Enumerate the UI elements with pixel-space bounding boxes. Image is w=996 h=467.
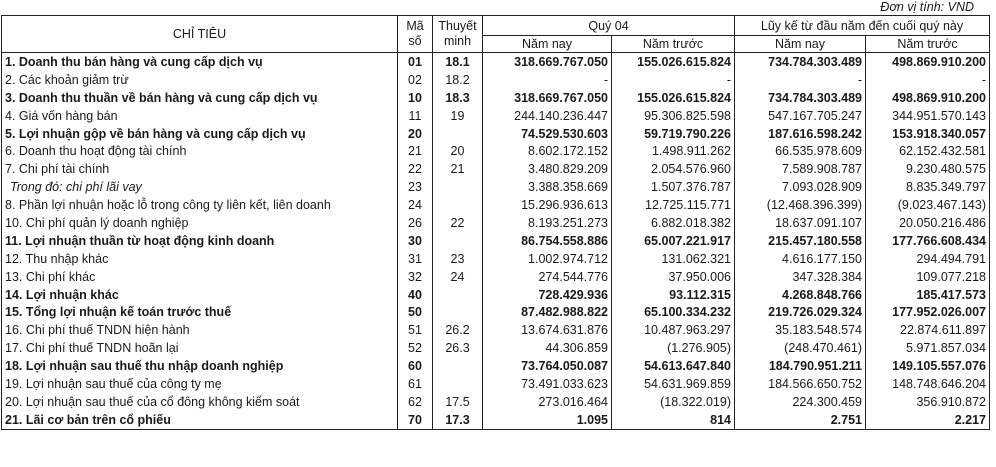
header-ytd-this-year: Năm nay [735,36,866,53]
row-ytd-this-year: 184.790.951.211 [735,357,866,375]
table-row [2,125,990,143]
row-note: 23 [433,250,483,268]
row-ytd-last-year: 356.910.872 [866,393,990,411]
unit-note: Đơn vị tính: VND [880,0,974,14]
row-quarter-this-year: 318.669.767.050 [483,53,612,71]
row-code: 30 [398,232,433,250]
row-ytd-this-year: (248.470.461) [735,339,866,357]
row-code: 60 [398,357,433,375]
table-body [2,53,990,430]
row-quarter-last-year: 155.026.615.824 [612,89,735,107]
row-label: 10. Chi phí quản lý doanh nghiệp [2,214,398,232]
table-row [2,357,990,375]
row-label: 11. Lợi nhuận thuần từ hoạt động kinh doanh [2,232,398,250]
row-note [433,232,483,250]
row-label: 19. Lợi nhuận sau thuế của công ty mẹ [2,375,398,393]
row-quarter-last-year: 12.725.115.771 [612,196,735,214]
row-quarter-this-year: 86.754.558.886 [483,232,612,250]
income-statement-table [1,15,990,430]
row-note [433,357,483,375]
row-quarter-this-year: 3.388.358.669 [483,178,612,196]
row-label: 7. Chi phí tài chính [2,160,398,178]
row-quarter-last-year: 155.026.615.824 [612,53,735,71]
row-quarter-this-year: 273.016.464 [483,393,612,411]
row-ytd-this-year: (12.468.396.399) [735,196,866,214]
row-quarter-this-year: 274.544.776 [483,268,612,286]
row-ytd-last-year: 344.951.570.143 [866,107,990,125]
row-note [433,286,483,304]
row-quarter-last-year: 59.719.790.226 [612,125,735,143]
table-row [2,321,990,339]
header-quarter-last-year: Năm trước [612,36,735,53]
row-ytd-this-year: 219.726.029.324 [735,303,866,321]
row-code: 26 [398,214,433,232]
row-label: 13. Chi phí khác [2,268,398,286]
row-code: 62 [398,393,433,411]
row-quarter-last-year: 37.950.006 [612,268,735,286]
row-note: 21 [433,160,483,178]
row-label: 8. Phần lợi nhuận hoặc lỗ trong công ty liên kết, liên doanh [2,196,398,214]
row-code: 20 [398,125,433,143]
row-note [433,125,483,143]
row-label: 1. Doanh thu bán hàng và cung cấp dịch vụ [2,53,398,71]
row-label: 16. Chi phí thuế TNDN hiện hành [2,321,398,339]
row-code: 23 [398,178,433,196]
table-row [2,142,990,160]
row-note: 26.3 [433,339,483,357]
row-quarter-last-year: 6.882.018.382 [612,214,735,232]
row-ytd-last-year: - [866,71,990,89]
table-row [2,178,990,196]
row-code: 01 [398,53,433,71]
row-code: 50 [398,303,433,321]
row-note: 17.3 [433,411,483,429]
row-quarter-this-year: 728.429.936 [483,286,612,304]
row-ytd-last-year: (9.023.467.143) [866,196,990,214]
row-quarter-last-year: 65.007.221.917 [612,232,735,250]
row-label: Trong đó: chi phí lãi vay [2,178,398,196]
table-row [2,393,990,411]
row-quarter-this-year: 87.482.988.822 [483,303,612,321]
row-label: 14. Lợi nhuận khác [2,286,398,304]
row-ytd-this-year: 4.616.177.150 [735,250,866,268]
row-ytd-this-year: 215.457.180.558 [735,232,866,250]
table-row [2,71,990,89]
row-note [433,303,483,321]
row-ytd-this-year: 7.589.908.787 [735,160,866,178]
row-quarter-this-year: 8.193.251.273 [483,214,612,232]
row-ytd-last-year: 20.050.216.486 [866,214,990,232]
row-ytd-last-year: 498.869.910.200 [866,89,990,107]
row-quarter-this-year: 3.480.829.209 [483,160,612,178]
row-ytd-this-year: 2.751 [735,411,866,429]
row-ytd-this-year: 4.268.848.766 [735,286,866,304]
row-note: 17.5 [433,393,483,411]
row-quarter-this-year: - [483,71,612,89]
row-quarter-this-year: 8.602.172.152 [483,142,612,160]
row-quarter-this-year: 44.306.859 [483,339,612,357]
row-quarter-last-year: (18.322.019) [612,393,735,411]
row-ytd-this-year: 734.784.303.489 [735,89,866,107]
row-label: 18. Lợi nhuận sau thuế thu nhập doanh nghiệp [2,357,398,375]
row-ytd-last-year: 22.874.611.897 [866,321,990,339]
row-code: 32 [398,268,433,286]
row-quarter-this-year: 244.140.236.447 [483,107,612,125]
row-ytd-last-year: 2.217 [866,411,990,429]
row-label: 6. Doanh thu hoạt động tài chính [2,142,398,160]
row-ytd-this-year: - [735,71,866,89]
row-quarter-last-year: 54.631.969.859 [612,375,735,393]
table-row [2,339,990,357]
row-code: 40 [398,286,433,304]
row-quarter-last-year: 93.112.315 [612,286,735,304]
row-quarter-this-year: 13.674.631.876 [483,321,612,339]
row-ytd-this-year: 66.535.978.609 [735,142,866,160]
row-code: 22 [398,160,433,178]
row-label: 15. Tổng lợi nhuận kế toán trước thuế [2,303,398,321]
header-code: Mã số [398,16,433,53]
row-quarter-this-year: 73.491.033.623 [483,375,612,393]
row-note: 19 [433,107,483,125]
row-quarter-last-year: 131.062.321 [612,250,735,268]
row-ytd-last-year: 185.417.573 [866,286,990,304]
row-quarter-last-year: (1.276.905) [612,339,735,357]
row-code: 61 [398,375,433,393]
table-row [2,89,990,107]
row-quarter-last-year: 1.507.376.787 [612,178,735,196]
row-code: 70 [398,411,433,429]
table-row [2,250,990,268]
row-ytd-last-year: 9.230.480.575 [866,160,990,178]
table-row [2,214,990,232]
table-row [2,268,990,286]
header-ytd: Lũy kế từ đầu năm đến cuối quý này [735,16,990,36]
row-ytd-last-year: 148.748.646.204 [866,375,990,393]
row-quarter-this-year: 1.002.974.712 [483,250,612,268]
row-quarter-last-year: 814 [612,411,735,429]
row-note: 26.2 [433,321,483,339]
row-code: 21 [398,142,433,160]
header-quarter: Quý 04 [483,16,735,36]
row-ytd-this-year: 347.328.384 [735,268,866,286]
row-ytd-this-year: 184.566.650.752 [735,375,866,393]
row-ytd-last-year: 62.152.432.581 [866,142,990,160]
table-row [2,411,990,429]
row-label: 20. Lợi nhuận sau thuế của cổ đông không kiểm soát [2,393,398,411]
row-label: 5. Lợi nhuận gộp về bán hàng và cung cấp dịch vụ [2,125,398,143]
row-code: 24 [398,196,433,214]
row-ytd-last-year: 8.835.349.797 [866,178,990,196]
row-note [433,178,483,196]
header-note: Thuyết minh [433,16,483,53]
row-ytd-this-year: 7.093.028.909 [735,178,866,196]
row-label: 12. Thu nhập khác [2,250,398,268]
table-row [2,286,990,304]
row-note [433,375,483,393]
row-quarter-last-year: 1.498.911.262 [612,142,735,160]
row-quarter-last-year: - [612,71,735,89]
row-quarter-last-year: 10.487.963.297 [612,321,735,339]
row-note: 22 [433,214,483,232]
table-row [2,107,990,125]
row-ytd-last-year: 109.077.218 [866,268,990,286]
row-code: 11 [398,107,433,125]
row-ytd-last-year: 149.105.557.076 [866,357,990,375]
row-code: 02 [398,71,433,89]
row-ytd-last-year: 294.494.791 [866,250,990,268]
row-label: 2. Các khoản giảm trừ [2,71,398,89]
row-quarter-last-year: 54.613.647.840 [612,357,735,375]
row-ytd-this-year: 187.616.598.242 [735,125,866,143]
row-quarter-this-year: 73.764.050.087 [483,357,612,375]
row-note: 24 [433,268,483,286]
row-quarter-this-year: 1.095 [483,411,612,429]
row-ytd-last-year: 153.918.340.057 [866,125,990,143]
row-ytd-this-year: 35.183.548.574 [735,321,866,339]
row-quarter-this-year: 74.529.530.603 [483,125,612,143]
row-quarter-last-year: 95.306.825.598 [612,107,735,125]
row-label: 3. Doanh thu thuần về bán hàng và cung cấp dịch vụ [2,89,398,107]
row-label: 17. Chi phí thuế TNDN hoãn lại [2,339,398,357]
row-ytd-last-year: 5.971.857.034 [866,339,990,357]
row-code: 10 [398,89,433,107]
row-ytd-last-year: 177.766.608.434 [866,232,990,250]
table-row [2,53,990,71]
row-label: 4. Giá vốn hàng bán [2,107,398,125]
row-note: 18.2 [433,71,483,89]
header-quarter-this-year: Năm nay [483,36,612,53]
row-label: 21. Lãi cơ bản trên cổ phiếu [2,411,398,429]
table-row [2,232,990,250]
row-note: 18.3 [433,89,483,107]
row-ytd-this-year: 18.637.091.107 [735,214,866,232]
table-row [2,375,990,393]
row-code: 31 [398,250,433,268]
row-quarter-this-year: 318.669.767.050 [483,89,612,107]
row-ytd-last-year: 177.952.026.007 [866,303,990,321]
row-code: 51 [398,321,433,339]
row-code: 52 [398,339,433,357]
table-row [2,160,990,178]
row-note: 18.1 [433,53,483,71]
row-ytd-this-year: 224.300.459 [735,393,866,411]
row-ytd-this-year: 547.167.705.247 [735,107,866,125]
row-ytd-last-year: 498.869.910.200 [866,53,990,71]
row-note [433,196,483,214]
table-row [2,303,990,321]
header-ytd-last-year: Năm trước [866,36,990,53]
row-quarter-last-year: 65.100.334.232 [612,303,735,321]
row-quarter-last-year: 2.054.576.960 [612,160,735,178]
header-indicator: CHỈ TIÊU [2,16,398,53]
row-note: 20 [433,142,483,160]
row-quarter-this-year: 15.296.936.613 [483,196,612,214]
table-row [2,196,990,214]
row-ytd-this-year: 734.784.303.489 [735,53,866,71]
